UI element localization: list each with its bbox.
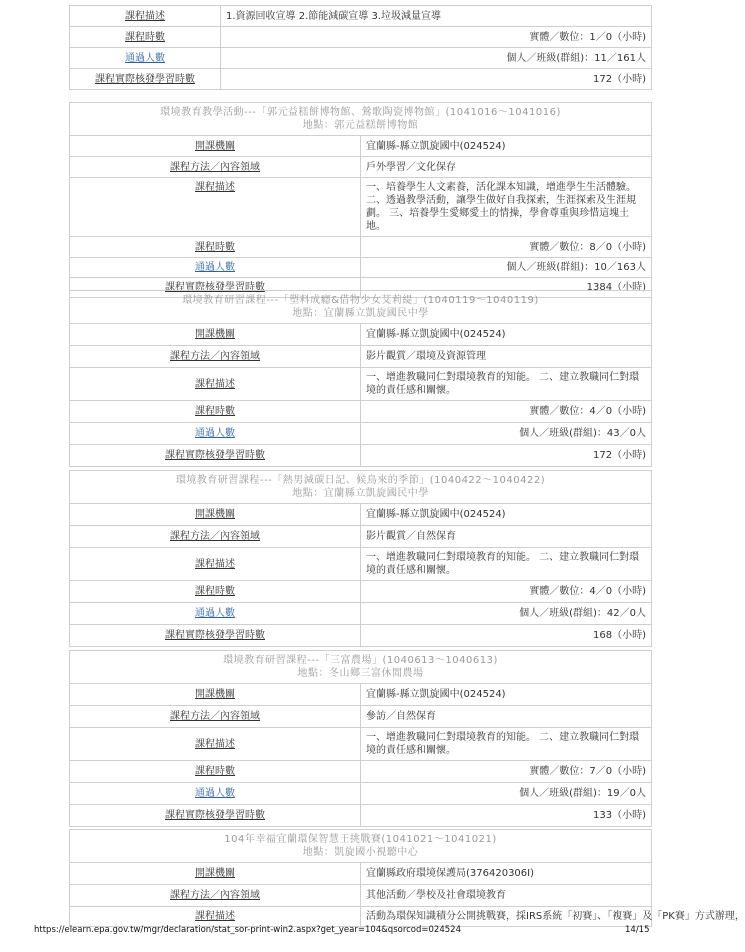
course-location: 地點：宜蘭縣立凱旋國民中學 [292,488,429,499]
course-unit: 宜蘭縣-縣立凱旋國中(024524) [361,136,652,157]
course-method: 影片觀賞／自然保育 [361,526,652,548]
course-description: 一、增進教職同仁對環境教育的知能。 二、建立教職同仁對環境的責任感和關懷。 [361,368,652,401]
method-label: 課程方法／內容領域 [70,885,361,907]
passed-count: 個人／班級(群組)：19／0人 [361,783,652,805]
course-record [69,829,745,927]
unit-label: 開課機關 [70,863,361,885]
course-record [69,650,652,827]
course-location: 地點：凱旋國小視聽中心 [302,847,419,858]
passed-count: 個人／班級(群組)：11／161人 [221,48,652,69]
course-method: 影片觀賞／環境及資源管理 [361,346,652,368]
method-label: 課程方法／內容領域 [70,157,361,178]
course-description: 1.資源回收宣導 2.節能減碳宣導 3.垃圾減量宣導 [221,6,652,27]
course-record [69,470,652,647]
total-hours: 133（小時) [361,805,652,827]
passed-count: 個人／班級(群組)：43／0人 [361,423,652,445]
method-label: 課程方法／內容領域 [70,706,361,728]
passed-count-link[interactable]: 通過人數 [70,258,361,278]
course-header [70,471,652,504]
hours-label: 課程時數 [70,27,221,48]
course-record [69,102,652,298]
desc-label: 課程描述 [70,6,221,27]
hours-label: 課程時數 [70,581,361,603]
course-description: 活動為環保知識積分公開挑戰賽，採IRS系統「初賽」、「複賽」及「PK賽」方式辦理， [361,907,652,927]
unit-label: 開課機關 [70,684,361,706]
passed-count-link[interactable]: 通過人數 [70,48,221,69]
total-hours: 1384（小時) [361,278,652,298]
course-description: 一、增進教職同仁對環境教育的知能。 二、建立教職同仁對環境的責任感和關懷。 [361,728,652,761]
course-hours: 實體／數位：8／0（小時) [361,237,652,258]
course-method: 參訪／自然保育 [361,706,652,728]
method-label: 課程方法／內容領域 [70,526,361,548]
desc-label: 課程描述 [70,728,361,761]
unit-label: 開課機關 [70,324,361,346]
total-hours: 172（小時) [361,445,652,467]
hours-label: 課程時數 [70,237,361,258]
total-hours: 172（小時) [221,69,652,90]
course-location: 地點：冬山鄉三富休閒農場 [297,668,424,679]
course-unit: 宜蘭縣-縣立凱旋國中(024524) [361,324,652,346]
course-hours: 實體／數位：4／0（小時) [361,401,652,423]
passed-count-link[interactable]: 通過人數 [70,423,361,445]
page-url: https://elearn.epa.gov.tw/mgr/declaration/stat_sor-print-win2.aspx?get_year=104&qsorcod=024524 [34,925,461,935]
course-location: 地點：郭元益糕餅博物館 [302,120,419,131]
course-method: 其他活動／學校及社會環境教育 [361,885,652,907]
desc-label: 課程描述 [70,548,361,581]
course-record [69,5,652,90]
passed-count-link[interactable]: 通過人數 [70,603,361,625]
total-hours-label: 課程實際核發學習時數 [70,69,221,90]
course-header [70,830,652,863]
hours-label: 課程時數 [70,761,361,783]
course-description: 一、培養學生人文素養，活化課本知識，增進學生生活體驗。 二、透過教學活動，讓學生做好自我探索，生涯探索及生涯規劃。 三、培養學生愛鄉愛土的情操，學會尊重與珍惜這塊土地。 [361,178,652,237]
method-label: 課程方法／內容領域 [70,346,361,368]
course-hours: 實體／數位：4／0（小時) [361,581,652,603]
course-unit: 宜蘭縣政府環境保護局(376420306I) [361,863,652,885]
desc-label: 課程描述 [70,907,361,927]
course-title: 環境教育研習課程---「熱男減碳日記、候鳥來的季節」(1040422～1040422) [175,475,546,486]
hours-label: 課程時數 [70,401,361,423]
course-title: 環境教育研習課程---「三富農場」(1040613～1040613) [223,655,498,666]
total-hours-label: 課程實際核發學習時數 [70,278,361,298]
course-description: 一、增進教職同仁對環境教育的知能。 二、建立教職同仁對環境的責任感和關懷。 [361,548,652,581]
course-title: 環境教育教學活動---「郭元益糕餅博物館、鶯歌陶瓷博物館」(1041016～1041016) [160,107,561,118]
passed-count: 個人／班級(群組)：10／163人 [361,258,652,278]
passed-count: 個人／班級(群組)：42／0人 [361,603,652,625]
unit-label: 開課機關 [70,136,361,157]
course-header [70,291,652,324]
desc-label: 課程描述 [70,368,361,401]
course-header [70,103,652,136]
total-hours-label: 課程實際核發學習時數 [70,625,361,647]
course-title: 環境教育研習課程---「塑料成癮&借物少女艾莉緹」(1040119～1040119) [182,295,539,306]
course-method: 戶外學習／文化保存 [361,157,652,178]
total-hours-label: 課程實際核發學習時數 [70,445,361,467]
page-number: 14/15 [625,925,650,935]
total-hours-label: 課程實際核發學習時數 [70,805,361,827]
course-record [69,290,652,467]
course-unit: 宜蘭縣-縣立凱旋國中(024524) [361,684,652,706]
course-title: 104年幸福宜蘭環保智慧王挑戰賽(1041021～1041021) [224,834,497,845]
passed-count-link[interactable]: 通過人數 [70,783,361,805]
course-hours: 實體／數位：1／0（小時) [221,27,652,48]
unit-label: 開課機關 [70,504,361,526]
course-unit: 宜蘭縣-縣立凱旋國中(024524) [361,504,652,526]
course-hours: 實體／數位：7／0（小時) [361,761,652,783]
course-header [70,651,652,684]
total-hours: 168（小時) [361,625,652,647]
course-location: 地點：宜蘭縣立凱旋國民中學 [292,308,429,319]
desc-label: 課程描述 [70,178,361,237]
